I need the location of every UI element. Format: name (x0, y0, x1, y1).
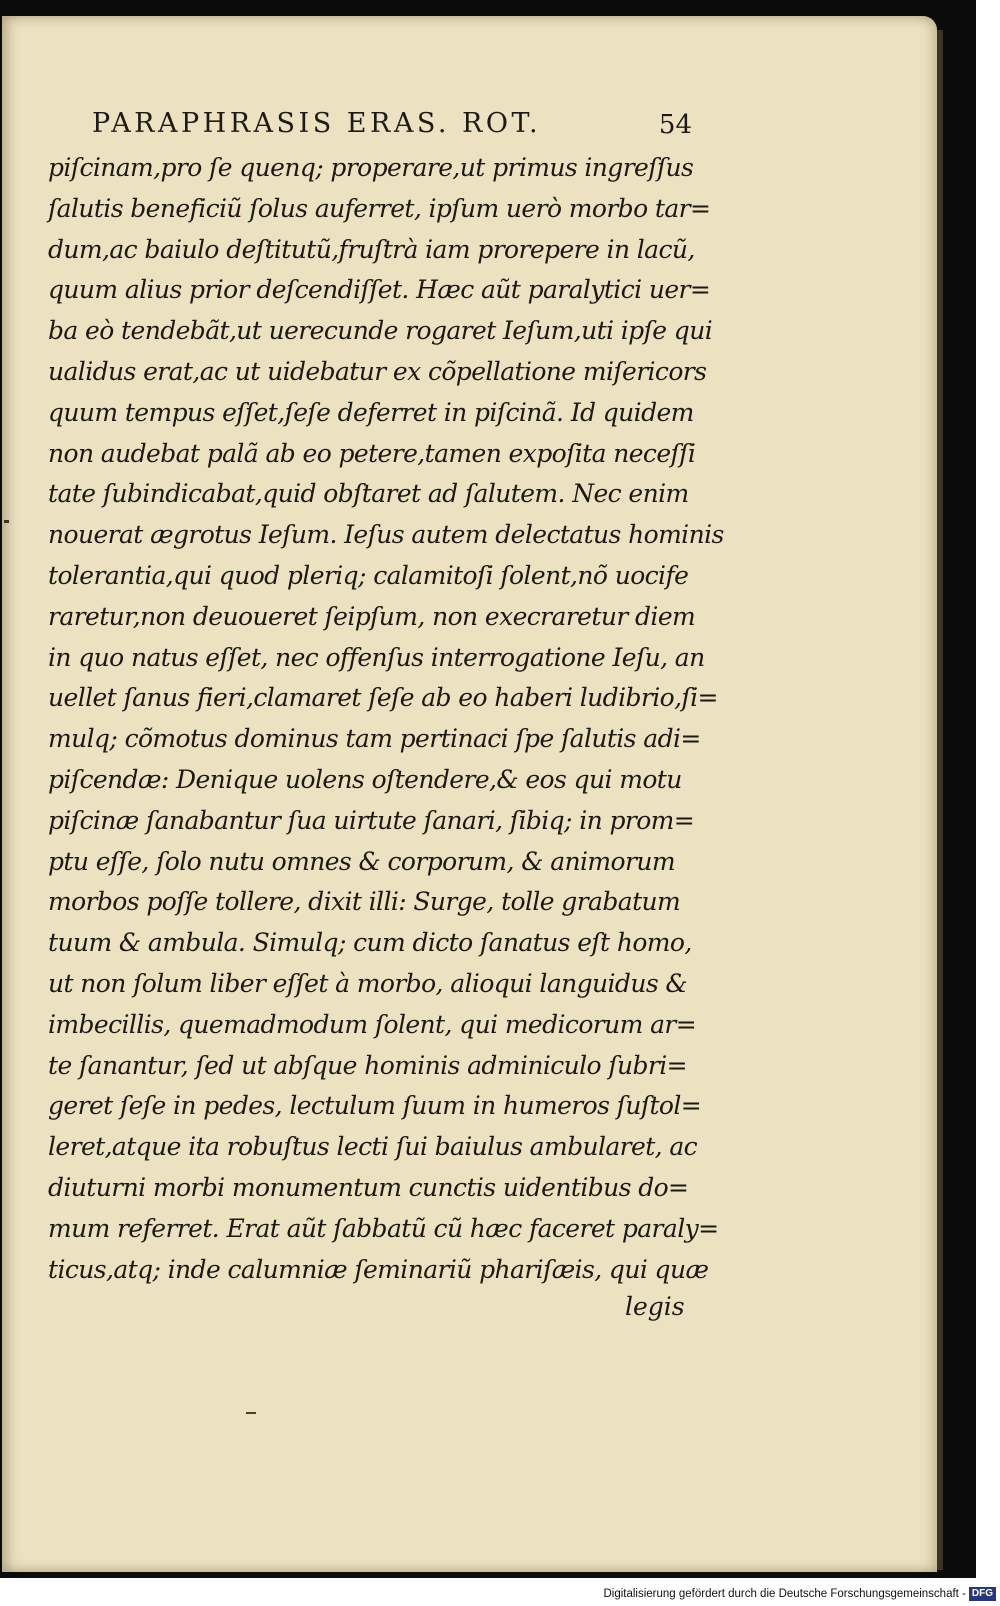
text-line: non audebat palã ab eo petere,tamen expoſita neceſſi (48, 438, 696, 468)
text-line: mulq; cõmotus dominus tam pertinaci ſpe ſalutis adi= (48, 724, 701, 754)
text-line: imbecillis, quemadmodum ſolent, qui medicorum ar= (48, 1009, 697, 1039)
text-line: raretur,non deuoueret ſeipſum, non execraretur diem (48, 601, 696, 631)
text-line: ticus,atq; inde calumniæ ſeminariũ phariſæis, qui quæ (48, 1254, 709, 1284)
text-line: diuturni morbi monumentum cunctis uidentibus do= (48, 1172, 689, 1202)
text-line: te ſanantur, ſed ut abſque hominis adminiculo ſubri= (48, 1050, 687, 1080)
text-line: piſcinam,pro ſe quenq; properare,ut primus ingreſſus (48, 153, 694, 182)
text-line: ptu eſſe, ſolo nutu omnes & corporum, & animorum (48, 846, 675, 876)
text-line: ut non ſolum liber eſſet à morbo, alioqui languidus & (48, 968, 688, 998)
text-line: ualidus erat,ac ut uidebatur ex cõpellatione miſericors (48, 356, 707, 386)
catchword: legis (625, 1292, 685, 1321)
body-text (48, 148, 724, 1290)
text-line: ſalutis beneficiũ ſolus auferret, ipſum uerò morbo tar= (48, 193, 711, 223)
digitization-footer (603, 1583, 996, 1605)
text-line: tolerantia,qui quod pleriq; calamitoſi ſolent,nõ uocife (48, 560, 689, 590)
text-line: piſcinæ ſanabantur ſua uirtute ſanari, ſibiq; in prom= (48, 805, 695, 835)
ink-mark (246, 1412, 256, 1414)
text-line: leret,atque ita robuſtus lecti ſui baiulus ambularet, ac (48, 1132, 698, 1162)
text-line: tuum & ambula. Simulq; cum dicto ſanatus eſt homo, (48, 928, 692, 958)
text-line: geret ſeſe in pedes, lectulum ſuum in humeros ſuſtol= (48, 1091, 702, 1121)
text-line: quum tempus eſſet,ſeſe deferret in piſcinã. Id quidem (48, 397, 694, 427)
text-line: quum alius prior deſcendiſſet. Hæc aũt paralytici uer= (48, 275, 711, 305)
page-header (92, 108, 702, 148)
text-line: mum referret. Erat aũt ſabbatũ cũ hæc faceret paraly= (48, 1213, 719, 1243)
text-line: morbos poſſe tollere, dixit illi: Surge, tolle grabatum (48, 887, 681, 917)
dfg-logo-icon: DFG (969, 1587, 996, 1601)
text-line: nouerat ægrotus Ieſum. Ieſus autem delectatus hominis (48, 520, 724, 550)
page-edge (937, 30, 943, 1570)
text-line: uellet ſanus fieri,clamaret ſeſe ab eo haberi ludibrio,ſi= (48, 683, 718, 713)
text-line: ba eò tendebãt,ut uerecunde rogaret Ieſum,uti ipſe qui (48, 316, 713, 346)
text-line: dum,ac baiulo deſtitutũ,fruſtrà iam prorepere in lacũ, (48, 234, 695, 264)
running-title: PARAPHRASIS ERAS. ROT. (92, 108, 542, 139)
folio-number: 54 (658, 110, 692, 140)
margin-mark (4, 520, 9, 523)
text-line: piſcendæ: Denique uolens oſtendere,& eos qui motu (48, 764, 682, 794)
text-line: in quo natus eſſet, nec offenſus interrogatione Ieſu, an (48, 642, 705, 672)
footer-credit: Digitalisierung gefördert durch die Deutsche Forschungsgemeinschaft - (603, 1588, 966, 1600)
text-line: tate ſubindicabat,quid obſtaret ad ſalutem. Nec enim (48, 479, 689, 509)
